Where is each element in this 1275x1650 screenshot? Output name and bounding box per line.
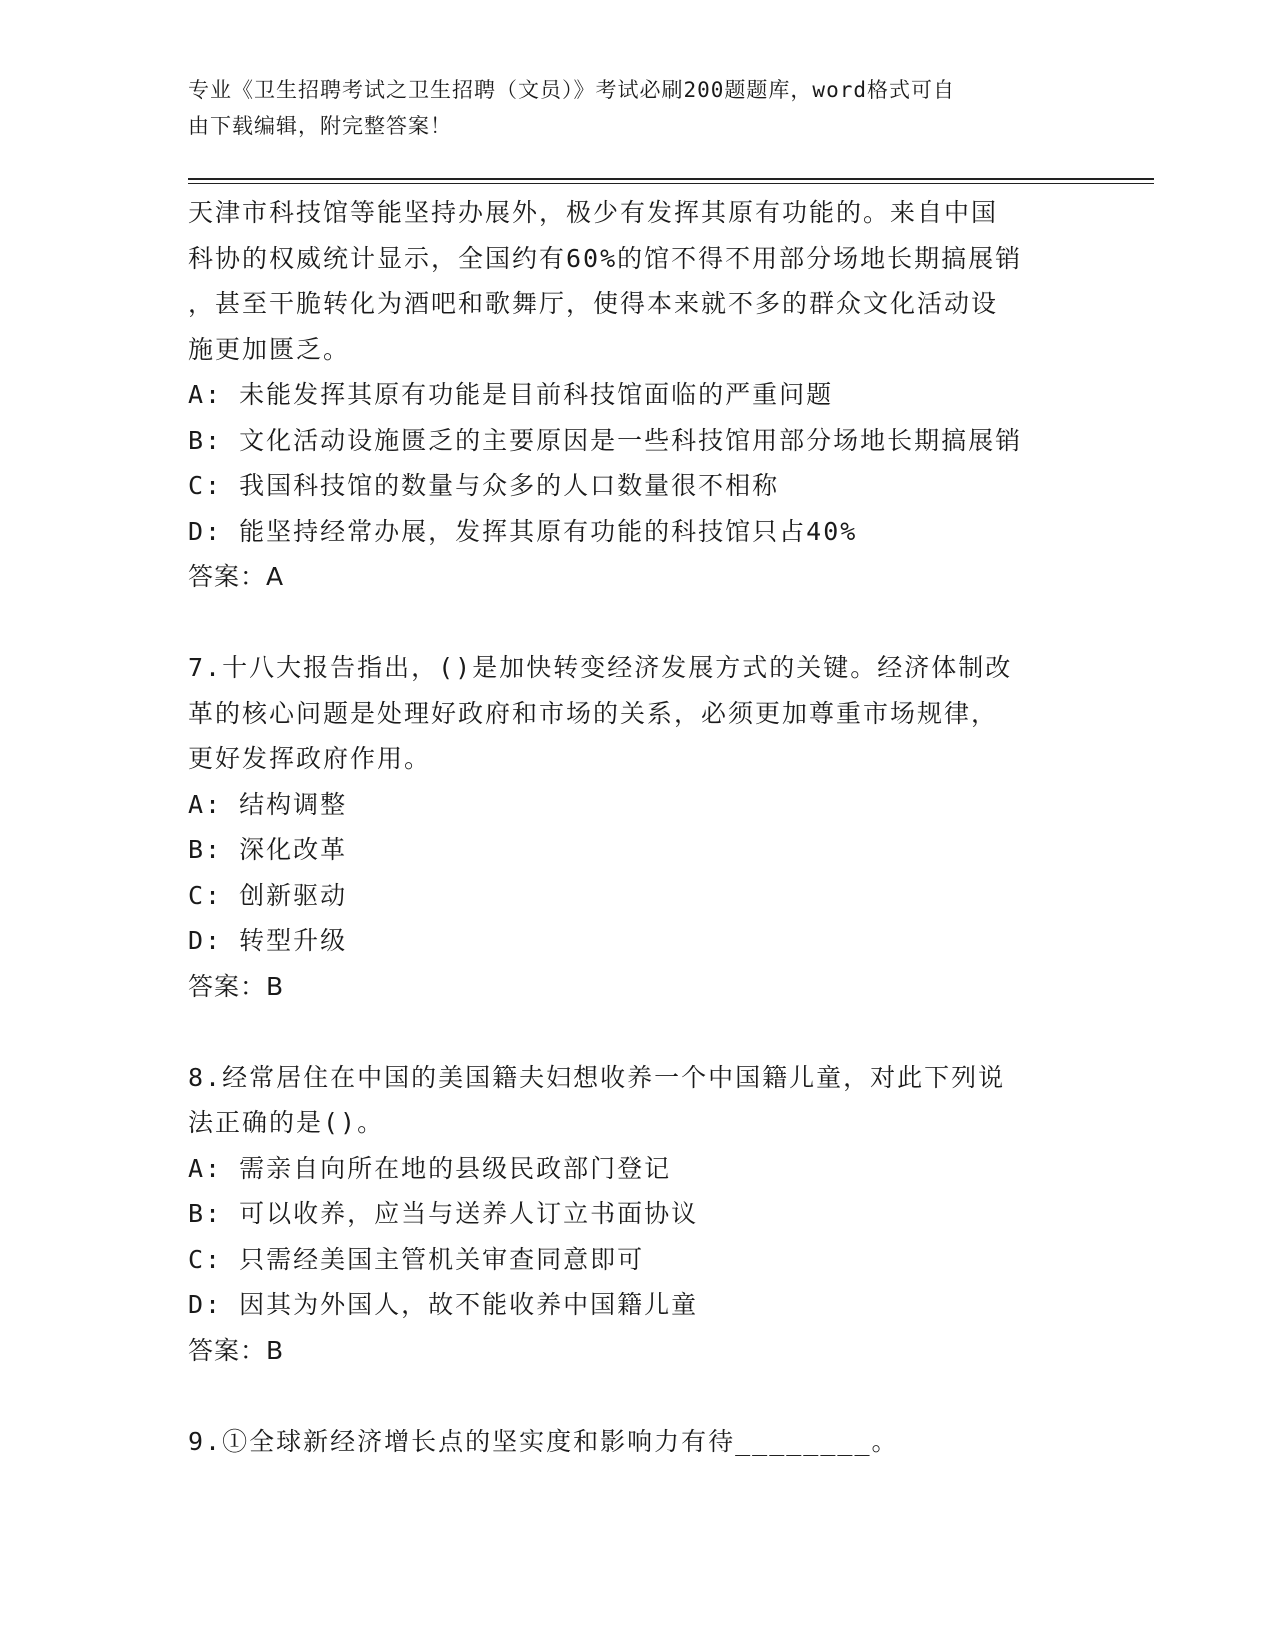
option-b: B: 文化活动设施匮乏的主要原因是一些科技馆用部分场地长期搞展销 bbox=[188, 425, 1023, 455]
option-c: C: 创新驱动 bbox=[188, 880, 348, 910]
header-divider-thin bbox=[188, 183, 1154, 184]
option-d: D: 转型升级 bbox=[188, 926, 348, 955]
passage-line: 天津市科技馆等能坚持办展外，极少有发挥其原有功能的。来自中国 bbox=[188, 198, 999, 227]
passage-line: 施更加匮乏。 bbox=[188, 334, 351, 364]
option-c: C: 我国科技馆的数量与众多的人口数量很不相称 bbox=[188, 471, 780, 500]
spacer bbox=[188, 1373, 1108, 1419]
option-d: D: 能坚持经常办展，发挥其原有功能的科技馆只占40% bbox=[188, 516, 858, 546]
option-b: B: 深化改革 bbox=[188, 835, 348, 864]
header-divider-thick bbox=[188, 178, 1154, 180]
header-line-2: 由下载编辑，附完整答案！ bbox=[188, 114, 452, 138]
question-text-line: 9.①全球新经济增长点的坚实度和影响力有待________。 bbox=[188, 1426, 899, 1456]
document-body bbox=[188, 190, 1108, 1464]
document-header bbox=[188, 72, 1068, 144]
option-a: A: 需亲自向所在地的县级民政部门登记 bbox=[188, 1153, 672, 1183]
option-a: A: 结构调整 bbox=[188, 789, 348, 819]
option-b: B: 可以收养，应当与送养人订立书面协议 bbox=[188, 1199, 699, 1228]
question-9 bbox=[188, 1419, 1108, 1465]
question-text-line: 革的核心问题是处理好政府和市场的关系，必须更加尊重市场规律， bbox=[188, 698, 999, 728]
question-text-line: 法正确的是()。 bbox=[188, 1108, 385, 1137]
question-text-line: 7.十八大报告指出，()是加快转变经济发展方式的关键。经济体制改 bbox=[188, 653, 1013, 682]
answer-label: 答案：A bbox=[188, 562, 285, 591]
header-line-1: 专业《卫生招聘考试之卫生招聘（文员）》考试必刷200题题库，word格式可自 bbox=[188, 78, 955, 102]
question-passage bbox=[188, 190, 1108, 600]
option-d: D: 因其为外国人，故不能收养中国籍儿童 bbox=[188, 1290, 699, 1319]
question-text-line: 8.经常居住在中国的美国籍夫妇想收养一个中国籍儿童，对此下列说 bbox=[188, 1062, 1006, 1092]
spacer bbox=[188, 1009, 1108, 1055]
option-a: A: 未能发挥其原有功能是目前科技馆面临的严重问题 bbox=[188, 380, 834, 409]
question-7 bbox=[188, 645, 1108, 1009]
answer-label: 答案：B bbox=[188, 971, 285, 1001]
passage-line: ，甚至干脆转化为酒吧和歌舞厅，使得本来就不多的群众文化活动设 bbox=[188, 289, 999, 318]
spacer bbox=[188, 600, 1108, 646]
question-text-line: 更好发挥政府作用。 bbox=[188, 744, 432, 773]
question-8 bbox=[188, 1055, 1108, 1374]
answer-label: 答案：B bbox=[188, 1335, 285, 1365]
passage-line: 科协的权威统计显示，全国约有60%的馆不得不用部分场地长期搞展销 bbox=[188, 243, 1023, 273]
option-c: C: 只需经美国主管机关审查同意即可 bbox=[188, 1244, 645, 1274]
